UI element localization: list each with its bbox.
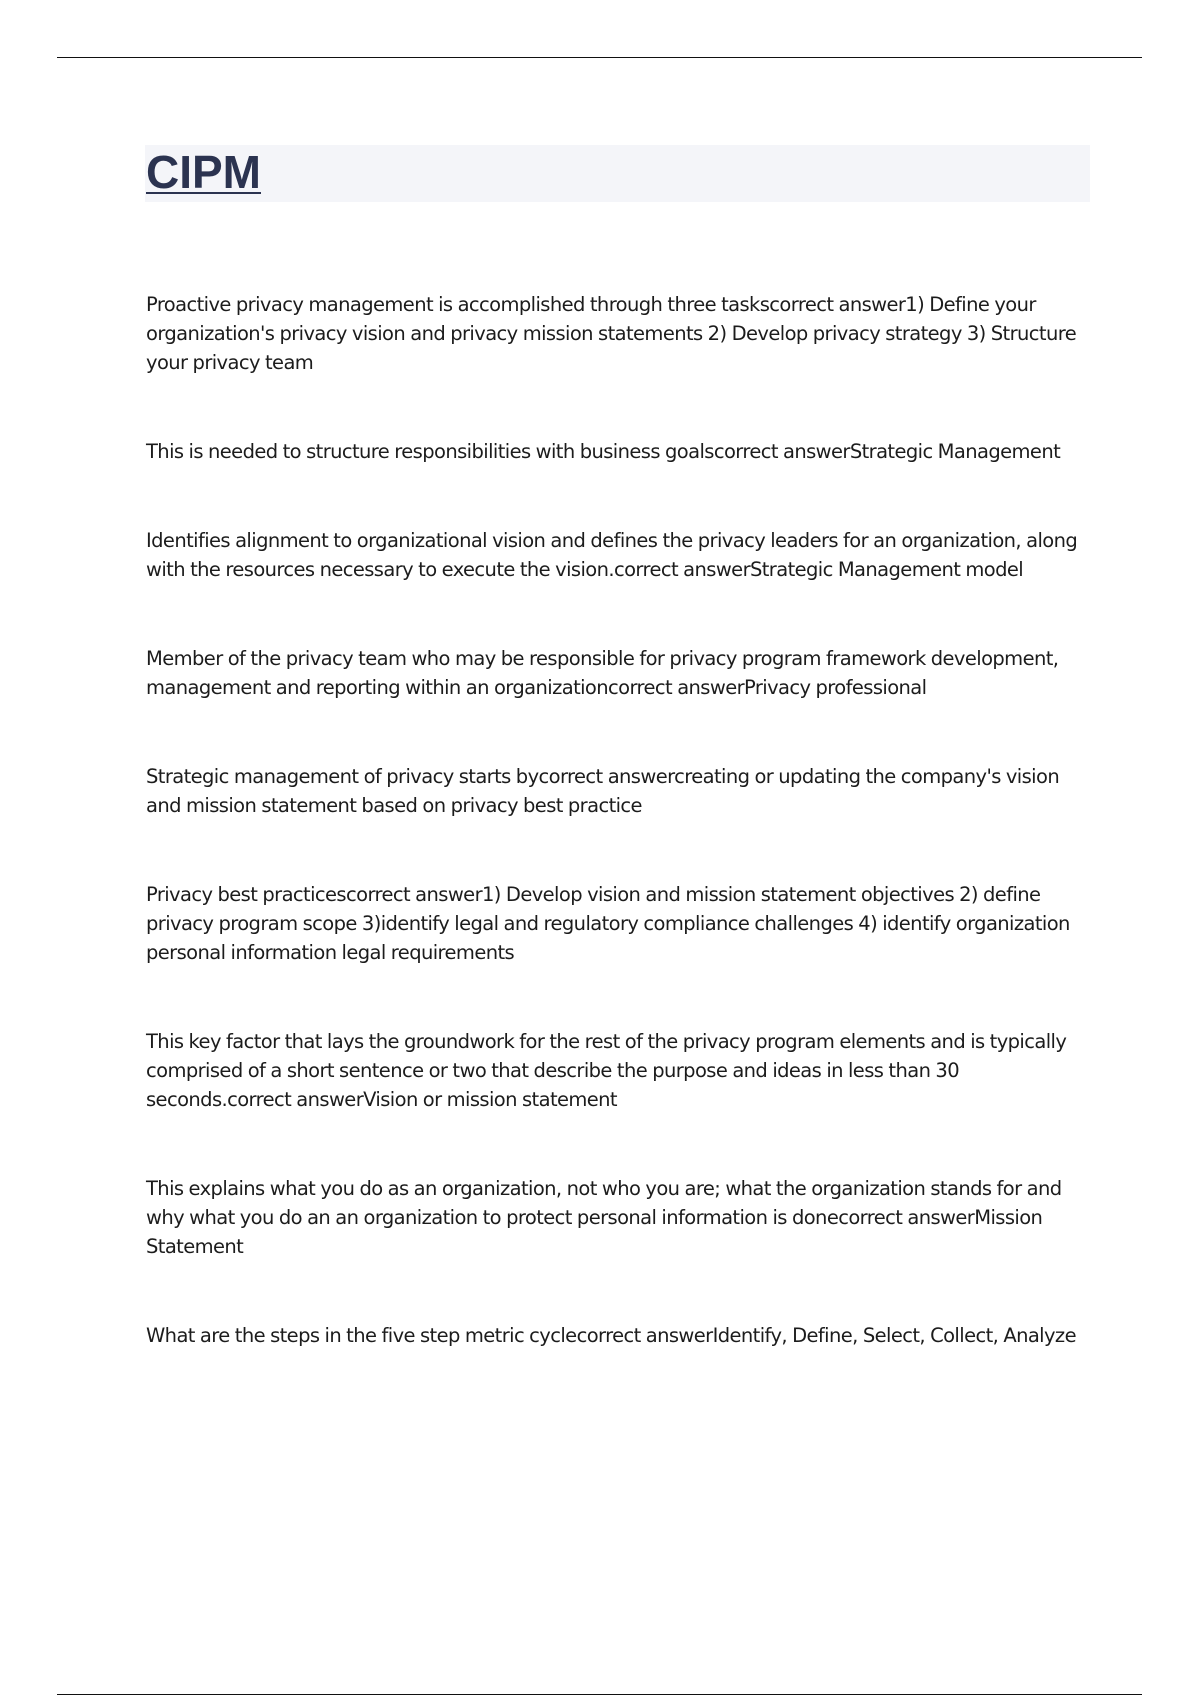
top-rule (57, 57, 1142, 58)
document-title: CIPM (146, 146, 261, 198)
qa-entry: Strategic management of privacy starts bycorrect answercreating or updating the company's vision and mission statement based on privacy best practice (146, 765, 1060, 817)
qa-entry: Proactive privacy management is accomplished through three taskscorrect answer1) Define your organization's privacy vision and privacy mission statements 2) Develop privacy strategy 3) Structure your privacy team (146, 293, 1077, 374)
qa-list (146, 290, 1096, 1410)
title-band (145, 145, 1090, 202)
qa-entry: Privacy best practicescorrect answer1) Develop vision and mission statement objectives 2) define privacy program scope 3)identify legal and regulatory compliance challenges 4) identify organization personal information legal requirements (146, 883, 1070, 964)
bottom-rule (57, 1694, 1142, 1695)
qa-entry: What are the steps in the five step metric cyclecorrect answerIdentify, Define, Select, Collect, Analyze (146, 1324, 1076, 1347)
qa-entry: This explains what you do as an organization, not who you are; what the organization stands for and why what you do an an organization to protect personal information is donecorrect answerMission Statement (146, 1177, 1062, 1258)
qa-entry: Member of the privacy team who may be responsible for privacy program framework development, management and reporting within an organizationcorrect answerPrivacy professional (146, 647, 1059, 699)
qa-entry: This is needed to structure responsibilities with business goalscorrect answerStrategic Management (146, 440, 1061, 463)
qa-entry: Identifies alignment to organizational vision and defines the privacy leaders for an organization, along with the resources necessary to execute the vision.correct answerStrategic Management model (146, 529, 1078, 581)
qa-entry: This key factor that lays the groundwork for the rest of the privacy program elements and is typically comprised of a short sentence or two that describe the purpose and ideas in less than 30 seconds.correct answerVision or mission statement (146, 1030, 1067, 1111)
